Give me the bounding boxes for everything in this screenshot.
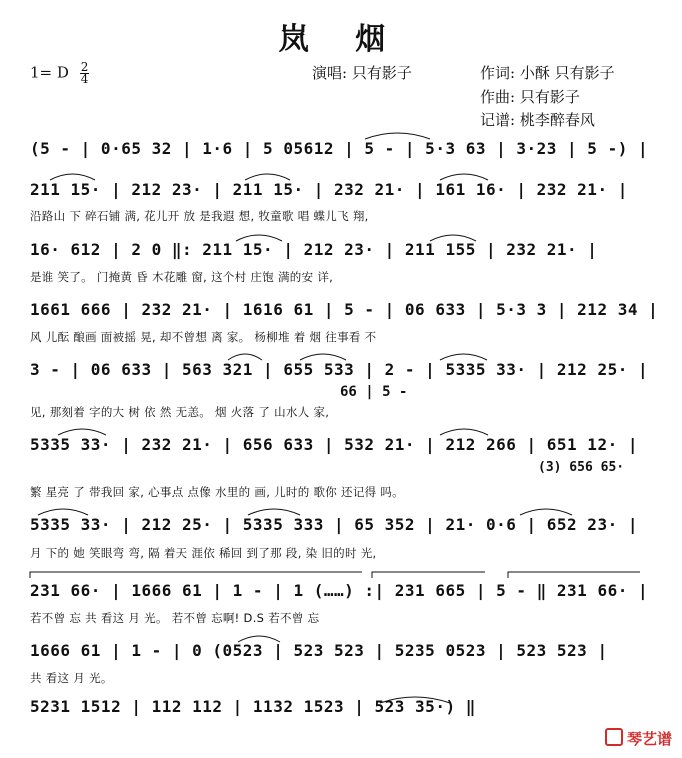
volta-bracket: [508, 572, 640, 578]
transcriber-credit: 记谱: 桃李醉春风: [480, 111, 595, 129]
volta-bracket: [372, 572, 485, 578]
page-title: 岚 烟: [278, 22, 404, 57]
volta-bracket: [30, 572, 362, 578]
score-row-2: 211 15· | 212 23· | 211 15· | 232 21· | 161 16· | 232 21· |: [30, 180, 628, 199]
time-signature-numerator: 2: [80, 60, 89, 74]
score-row-6-alternate: (3) 656 65·: [538, 460, 625, 475]
lyrics-row-7: 月 下的 她 笑眼弯 弯, 隔 着天 涯依 稀回 到了那 段, 染 旧的时 光,: [30, 546, 377, 560]
score-row-1: (5 - | 0·65 32 | 1·6 | 5 05612 | 5 - | 5·3 63 | 3·23 | 5 -) |: [30, 139, 649, 158]
time-signature: [80, 62, 90, 85]
lyrics-row-3: 是谁 笑了。 门掩黄 昏 木花雕 窗, 这个村 庄饱 满的安 详,: [30, 270, 334, 284]
lyrics-row-4: 风 儿酝 酿画 面被摇 晃, 却不曾想 离 家。 杨柳堆 着 烟 往事看 不: [30, 330, 377, 344]
lyrics-row-2: 沿路山 下 碎石铺 满, 花儿开 放 是我遐 想, 牧童歌 唱 蝶儿飞 翔,: [30, 209, 369, 223]
site-logo: [605, 728, 672, 749]
composer-credit: 作曲: 只有影子: [480, 88, 580, 106]
score-row-5-subline: 66 | 5 -: [340, 384, 408, 400]
score-row-3: 16· 612 | 2 0 ‖: 211 15· | 212 23· | 211 155 | 232 21· |: [30, 240, 598, 259]
lyrics-row-5: 见, 那刻着 字的大 树 依 然 无恙。 烟 火落 了 山水人 家,: [30, 405, 330, 419]
score-row-7: 5335 33· | 212 25· | 5335 333 | 65 352 | 21· 0·6 | 652 23· |: [30, 515, 638, 534]
score-row-6: 5335 33· | 232 21· | 656 633 | 532 21· | 212 266 | 651 12· |: [30, 435, 638, 454]
singer-credit: 演唱: 只有影子: [312, 64, 412, 82]
key-signature: [30, 62, 89, 85]
lyrics-row-6: 繁 星亮 了 带我回 家, 心事点 点像 水里的 画, 儿时的 歌你 还记得 吗。: [30, 485, 404, 499]
score-row-4: 1661 666 | 232 21· | 1616 61 | 5 - | 06 633 | 5·3 3 | 212 34 |: [30, 300, 659, 319]
score-row-8: 231 66· | 1666 61 | 1 - | 1 (……) :| 231 665 | 5 - ‖ 231 66· |: [30, 581, 649, 600]
score-row-5: 3 - | 06 633 | 563 321 | 655 533 | 2 - | 5335 33· | 212 25· |: [30, 360, 649, 379]
key-tonic: 1= D: [30, 63, 69, 82]
lyrics-row-8: 若不曾 忘 共 看这 月 光。 若不曾 忘啊! D.S 若不曾 忘: [30, 611, 320, 625]
logo-text: 琴艺谱: [626, 730, 672, 748]
time-signature-denominator: 4: [80, 72, 89, 86]
logo-icon: [605, 728, 623, 746]
score-row-9: 1666 61 | 1 - | 0 (0523 | 523 523 | 5235 0523 | 523 523 |: [30, 641, 608, 660]
score-row-10: 5231 1512 | 112 112 | 1132 1523 | 523 35·) ‖: [30, 697, 476, 716]
lyrics-row-9: 共 看这 月 光。: [30, 671, 113, 685]
lyricist-credit: 作词: 小酥 只有影子: [480, 64, 615, 82]
